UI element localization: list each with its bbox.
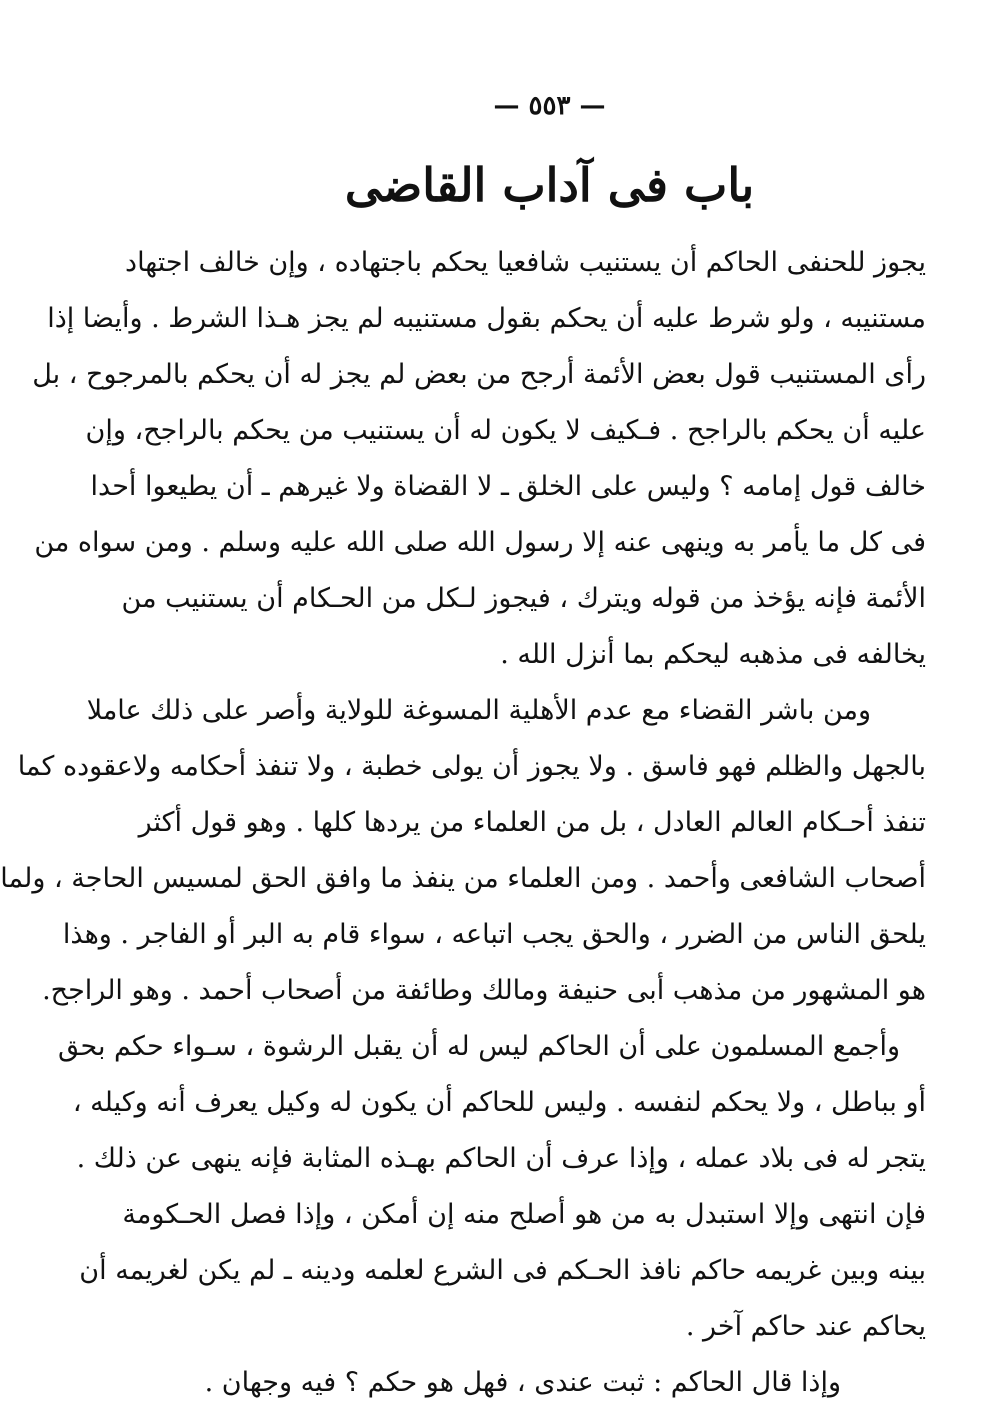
text-line: وأجمع المسلمون على أن الحاكم ليس له أن يقبل الرشوة ، سـواء حكم بحق: [58, 1031, 900, 1062]
text-line: فى كل ما يأمر به وينهى عنه إلا رسول الله صلى الله عليه وسلم . ومن سواه من: [34, 527, 926, 558]
text-line: يتجر له فى بلاد عمله ، وإذا عرف أن الحاكم بهـذه المثابة فإنه ينهى عن ذلك .: [76, 1143, 926, 1174]
text-line: يلحق الناس من الضرر ، والحق يجب اتباعه ، سواء قام به البر أو الفاجر . وهذا: [62, 919, 926, 950]
text-line: خالف قول إمامه ؟ وليس على الخلق ـ لا القضاة ولا غيرهم ـ أن يطيعوا أحدا: [90, 471, 926, 502]
text-line: بينه وبين غريمه حاكم نافذ الحـكم فى الشرع لعلمه ودينه ـ لم يكن لغريمه أن: [79, 1255, 926, 1286]
text-line: عليه أن يحكم بالراجح . فـكيف لا يكون له أن يستنيب من يحكم بالراجح، وإن: [85, 415, 926, 446]
chapter-title: باب فى آداب القاضى: [344, 158, 755, 212]
text-line: ومن باشر القضاء مع عدم الأهلية المسوغة للولاية وأصر على ذلك عاملا: [86, 695, 871, 726]
text-line: يخالفه فى مذهبه ليحكم بما أنزل الله .: [500, 639, 926, 670]
text-line: يحاكم عند حاكم آخر .: [685, 1311, 926, 1342]
text-line: يجوز للحنفى الحاكم أن يستنيب شافعيا يحكم باجتهاده ، وإن خالف اجتهاد: [125, 247, 926, 278]
text-line: تنفذ أحـكام العالم العادل ، بل من العلماء من يردها كلها . وهو قول أكثر: [138, 807, 926, 838]
page-number: — ٥٥٣ —: [493, 91, 606, 121]
text-line: مستنيبه ، ولو شرط عليه أن يحكم بقول مستنيبه لم يجز هـذا الشرط . وأيضا إذا: [47, 303, 926, 334]
text-line: أو بباطل ، ولا يحكم لنفسه . وليس للحاكم أن يكون له وكيل يعرف أنه وكيله ،: [72, 1087, 926, 1118]
text-line: هو المشهور من مذهب أبى حنيفة ومالك وطائفة من أصحاب أحمد . وهو الراجح.: [42, 975, 926, 1006]
text-line: رأى المستنيب قول بعض الأئمة أرجح من بعض لم يجز له أن يحكم بالمرجوح ، بل: [32, 359, 926, 390]
text-line: وإذا قال الحاكم : ثبت عندى ، فهل هو حكم ؟ فيه وجهان .: [204, 1367, 841, 1398]
text-line: الأئمة فإنه يؤخذ من قوله ويترك ، فيجوز لـكل من الحـكام أن يستنيب من: [121, 583, 926, 614]
text-line: فإن انتهى وإلا استبدل به من هو أصلح منه إن أمكن ، وإذا فصل الحـكومة: [122, 1199, 926, 1230]
text-line: بالجهل والظلم فهو فاسق . ولا يجوز أن يولى خطبة ، ولا تنفذ أحكامه ولاعقوده كما: [17, 751, 926, 782]
text-line: أصحاب الشافعى وأحمد . ومن العلماء من ينفذ ما وافق الحق لمسيس الحاجة ، ولما: [0, 863, 926, 894]
